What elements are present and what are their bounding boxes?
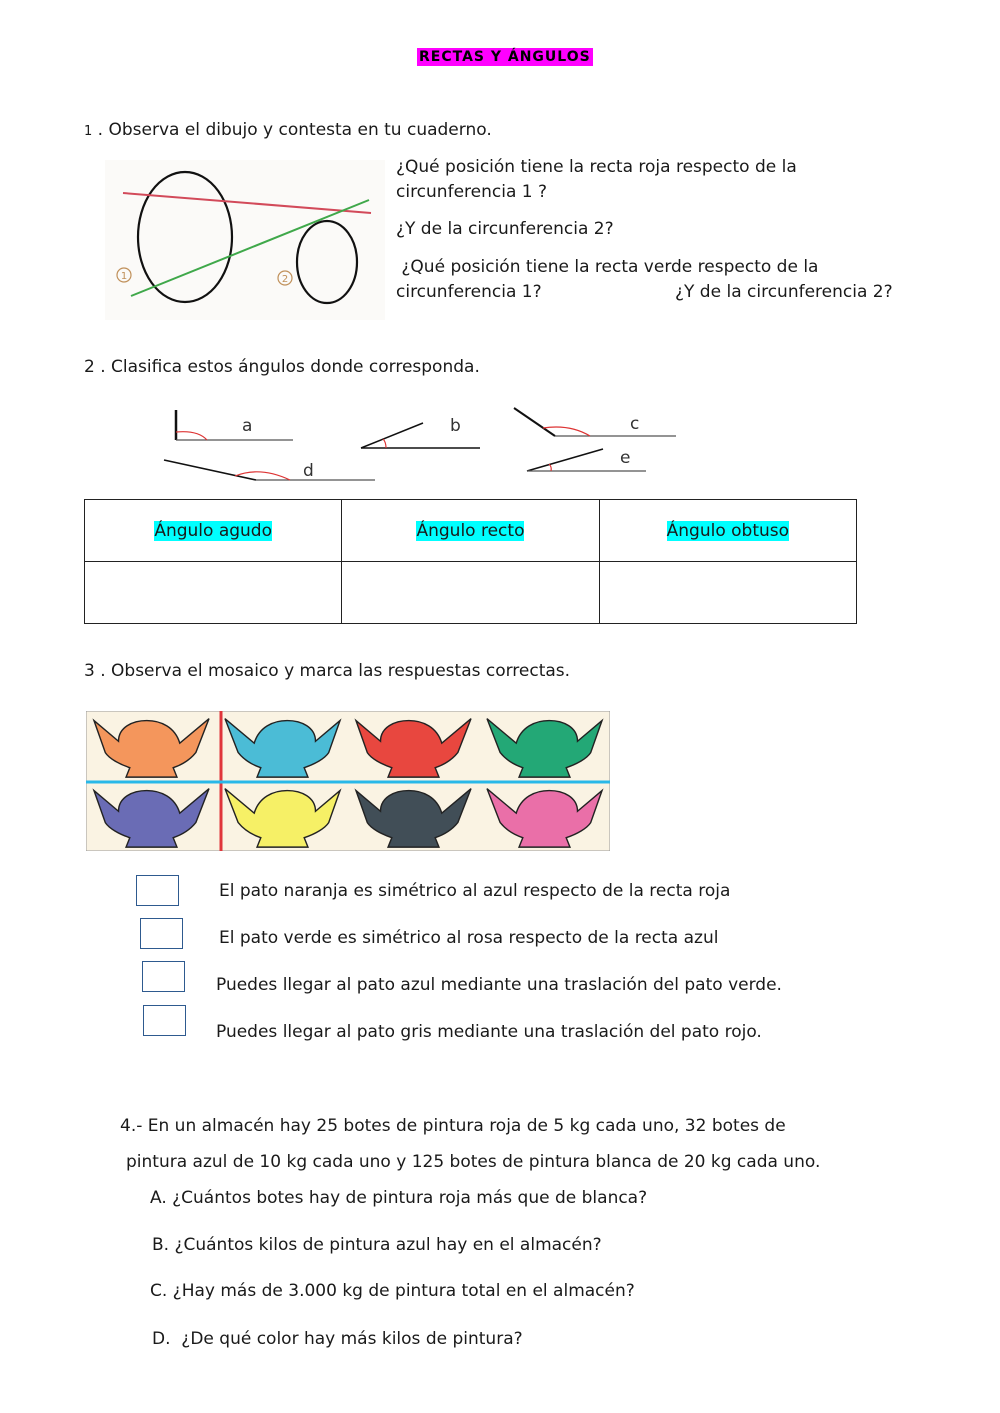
q4-item-d: D. ¿De qué color hay más kilos de pintura?	[152, 1329, 523, 1349]
q4-item-b: B. ¿Cuántos kilos de pintura azul hay en el almacén?	[152, 1235, 602, 1255]
header-cell-acute	[85, 500, 342, 562]
q1-heading-text: . Observa el dibujo y contesta en tu cuaderno.	[92, 120, 492, 140]
circle-2-label: 2	[281, 274, 289, 285]
page-title: RECTAS Y ÁNGULOS	[419, 49, 591, 65]
q4-line1: 4.- En un almacén hay 25 botes de pintura roja de 5 kg cada uno, 32 botes de	[120, 1116, 786, 1136]
q1-line1: ¿Qué posición tiene la recta roja respecto de la	[396, 157, 797, 177]
circles-diagram	[105, 160, 385, 320]
circle-1-label: 1	[120, 271, 128, 282]
option-1-checkbox[interactable]	[136, 875, 179, 906]
answer-cell-acute[interactable]	[85, 562, 342, 624]
q4-item-c: C. ¿Hay más de 3.000 kg de pintura total en el almacén?	[150, 1281, 635, 1301]
option-4-text: Puedes llegar al pato gris mediante una traslación del pato rojo.	[216, 1022, 762, 1042]
angle-d	[164, 460, 375, 481]
angle-b	[361, 416, 480, 448]
q1-line3: ¿Y de la circunferencia 2?	[396, 219, 614, 239]
angles-diagram	[160, 400, 690, 485]
angle-c-label: c	[630, 414, 640, 434]
table-header-row	[85, 500, 857, 562]
header-cell-obtuse	[599, 500, 856, 562]
q4-item-a: A. ¿Cuántos botes hay de pintura roja más que de blanca?	[150, 1188, 648, 1208]
angle-d-label: d	[303, 461, 314, 481]
duck-mosaic	[86, 711, 610, 851]
column-label-acute: Ángulo agudo	[154, 520, 272, 541]
option-4-checkbox[interactable]	[143, 1005, 186, 1036]
answer-cell-obtuse[interactable]	[599, 562, 856, 624]
answer-cell-right[interactable]	[342, 562, 599, 624]
angle-e	[527, 448, 646, 471]
q1-line2: circunferencia 1 ?	[396, 182, 548, 202]
q1-line5b: ¿Y de la circunferencia 2?	[675, 282, 893, 302]
angle-a	[176, 410, 293, 440]
angle-e-label: e	[620, 448, 631, 468]
option-3-checkbox[interactable]	[142, 961, 185, 992]
q1-line5a: circunferencia 1?	[396, 282, 542, 302]
option-1-text: El pato naranja es simétrico al azul respecto de la recta roja	[219, 881, 731, 901]
option-2-text: El pato verde es simétrico al rosa respecto de la recta azul	[219, 928, 719, 948]
header-cell-right	[342, 500, 599, 562]
option-2-checkbox[interactable]	[140, 918, 183, 949]
q3-heading: 3 . Observa el mosaico y marca las respuestas correctas.	[84, 661, 571, 681]
angle-a-label: a	[242, 416, 253, 436]
q1-heading	[84, 120, 492, 140]
q4-line2: pintura azul de 10 kg cada uno y 125 botes de pintura blanca de 20 kg cada uno.	[126, 1152, 821, 1172]
q1-line4: ¿Qué posición tiene la recta verde respecto de la	[396, 257, 819, 277]
angle-classification-table	[84, 499, 857, 624]
table-answer-row	[85, 562, 857, 624]
angle-c	[514, 408, 676, 436]
q2-heading: 2 . Clasifica estos ángulos donde corresponda.	[84, 357, 480, 377]
column-label-obtuse: Ángulo obtuso	[666, 520, 790, 541]
column-label-right: Ángulo recto	[416, 520, 525, 541]
q1-number: 1	[84, 124, 93, 139]
option-3-text: Puedes llegar al pato azul mediante una traslación del pato verde.	[216, 975, 782, 995]
angle-b-label: b	[450, 416, 461, 436]
